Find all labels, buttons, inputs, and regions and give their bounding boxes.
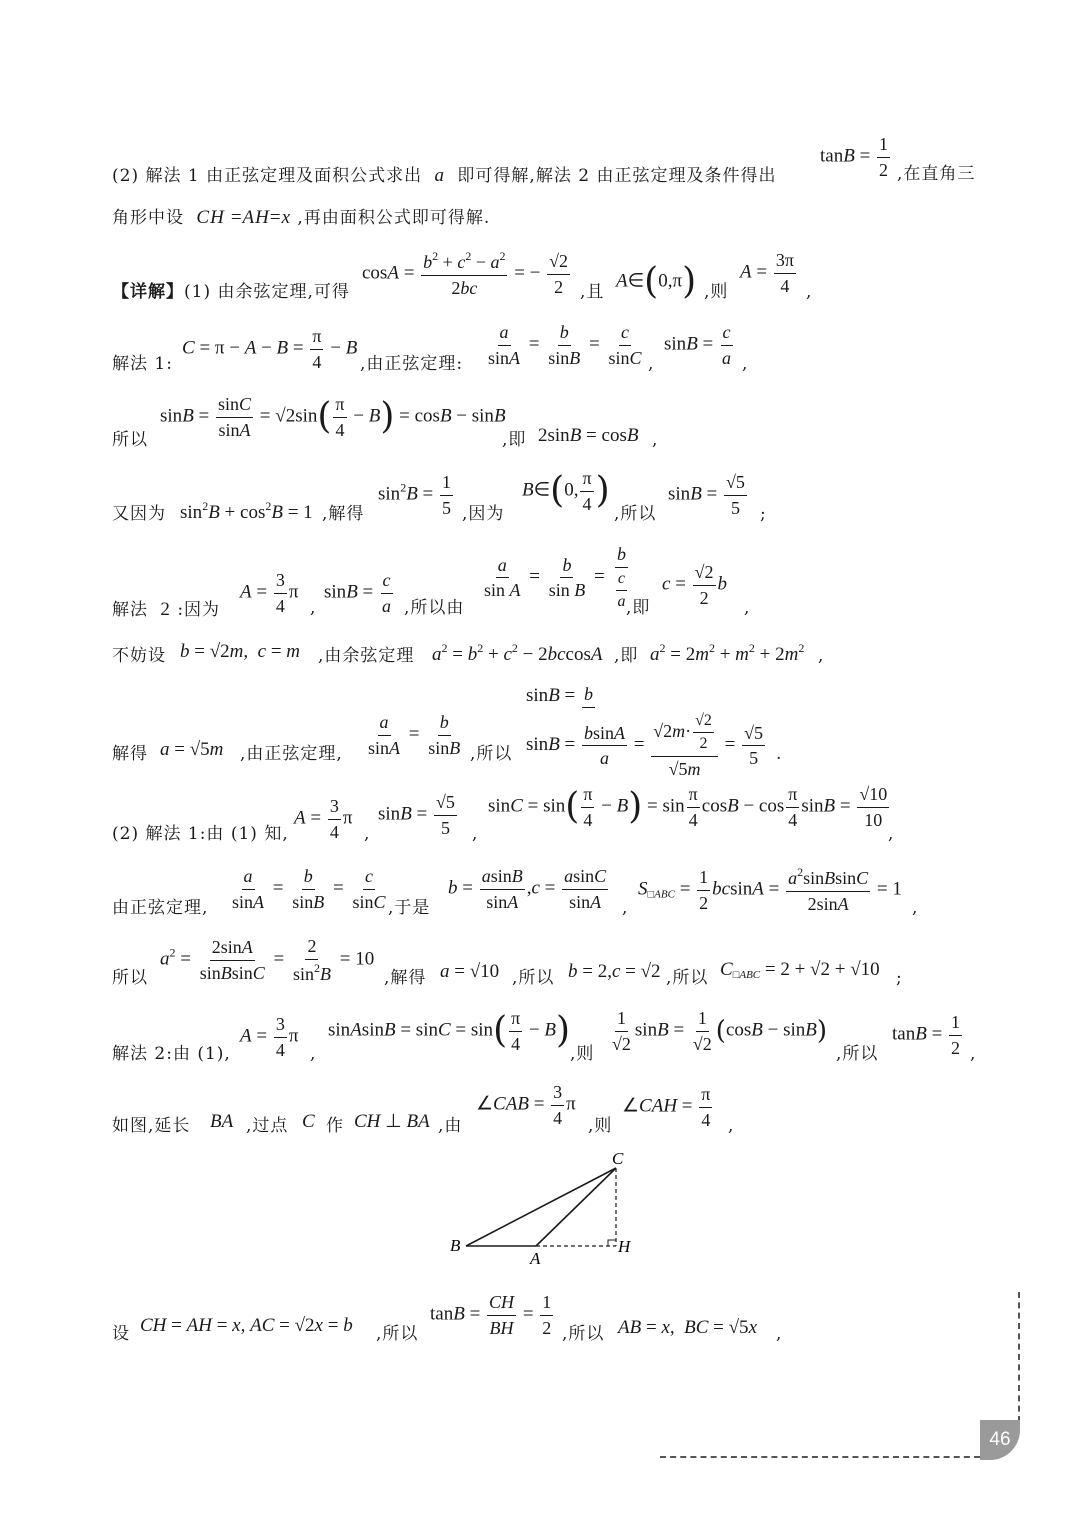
- analysis-line-1: (2) 解法 1 由正弦定理及面积公式求出 a 即可得解,解法 2 由正弦定理及条件得出: [112, 165, 777, 186]
- right-angle-mark: [608, 1240, 616, 1246]
- p2-b-c-values: b = 2,c = √2: [568, 961, 661, 982]
- p2-sinB: sinB = $\frac{√5}{5}$: [378, 792, 455, 838]
- AB-BC-values: AB = x, BC = √5x: [618, 1317, 757, 1338]
- C-formula: C = π − A − B = $\frac{\pi}{4}$ − B: [182, 326, 358, 372]
- page-border-horizontal: [660, 1456, 980, 1458]
- angle-CAB: ∠CAB = $\frac{3}{4}$ π: [476, 1082, 576, 1128]
- p2-she: 设: [112, 1324, 130, 1344]
- analysis-line-2: 角形中设 CH =AH=x ,再由面积公式即可得解.: [112, 207, 491, 228]
- p2-suoyi: 所以: [112, 968, 148, 988]
- p2-suoyi4: ,所以: [836, 1044, 879, 1064]
- method1-sine-rule: ,由正弦定理:: [360, 354, 464, 374]
- p2-sinC: sinC = sin( $\frac{\pi}{4}$ − B) = sin $\frac{\pi}{4}$ cosB − cos $\frac{\pi}{4}$ sinB = $\frac{√10}{10}$: [488, 784, 888, 830]
- point-C: C: [302, 1111, 315, 1132]
- p2-c3: ,: [888, 824, 895, 844]
- angle-CAH: ∠CAH = $\frac{\pi}{4}$: [622, 1084, 711, 1130]
- page-border-vertical: [1018, 1292, 1020, 1422]
- detail-comma: ,: [806, 282, 813, 302]
- label-B: B: [450, 1236, 461, 1255]
- sinB-m2-full: sinB = $\frac{bsinA}{a}$ = √2m· $\frac{√2}{2}$ √5m = $\frac{√5}{5}$: [526, 712, 764, 779]
- p2-ze: ,则: [570, 1044, 595, 1064]
- m1-yinwei: ,因为: [462, 504, 505, 524]
- p2-A: A = $\frac{3}{4}$ π: [294, 796, 353, 842]
- 2sinB-cosB: 2sinB = cosB: [538, 425, 639, 446]
- p2-you: ,由: [438, 1116, 463, 1136]
- part2-method1: (2) 解法 1:由 (1) 知,: [112, 824, 289, 844]
- p2m2-A: A = $\frac{3}{4}$ π: [240, 1014, 299, 1060]
- p2-area: $S_{□ABC}$ = $\frac{1}{2}$ bcsinA = $\frac{a^2sinBsinC}{2\sin A}$ = 1: [638, 865, 902, 914]
- method1-so: 所以: [112, 430, 148, 450]
- m2-zhengxian: ,由正弦定理,: [240, 744, 343, 764]
- m2-suoyiyou: ,所以由: [404, 598, 465, 618]
- m1-ji: ,即: [502, 430, 527, 450]
- sinB-m2-result: sinB = b: [526, 684, 594, 707]
- p2-suoyi5: ,所以: [376, 1324, 419, 1344]
- CH-perp-BA: CH ⊥ BA: [354, 1111, 430, 1132]
- label-C: C: [612, 1149, 624, 1168]
- p2-c7: ,: [970, 1044, 977, 1064]
- tanB-formula-1: tanB = $\frac{1}{2}$: [820, 134, 889, 180]
- sine-rule-formula: $\frac{a}{\sin A}$ = $\frac{b}{\sin B}$ = $\frac{c}{\sin C}$: [488, 322, 642, 368]
- p2-perimeter: $C_{□ABC} = 2 + √2 + √10$: [720, 959, 880, 981]
- label-H: H: [618, 1237, 631, 1256]
- label-A: A: [530, 1249, 541, 1268]
- a-b-ratio: $\frac{a}{\sin A}$ = $\frac{b}{\sin B}$: [368, 712, 461, 758]
- m2-ji2: ,即: [614, 646, 639, 666]
- tanB-CH-BH: tanB = $\frac{CH}{BH}$ = $\frac{1}{2}$: [430, 1292, 552, 1338]
- p2-b-c: b = $\frac{asinB}{\sin A}$ ,c = $\frac{asinC}{\sin A}$: [448, 866, 607, 912]
- page-number: 46: [980, 1420, 1020, 1460]
- p2-method2: 解法 2:由 (1),: [112, 1044, 231, 1064]
- p2-semi: ;: [896, 968, 903, 988]
- sinB-c-over-a: sinB = $\frac{c}{a}$: [664, 322, 732, 368]
- line-BC: [466, 1168, 616, 1246]
- a2-expansion: $a^2 = 2m^2 + m^2 + 2m^2$: [650, 641, 805, 665]
- p2m2-sinAsinB: sinAsinB = sinC = sin( $\frac{\pi}{4}$ − B): [328, 1008, 571, 1054]
- p2-c5: ,: [912, 898, 919, 918]
- p2-jiede: ,解得: [384, 968, 427, 988]
- m2-comma-3: ,: [818, 646, 825, 666]
- p2-c9: ,: [776, 1324, 783, 1344]
- sinB-expansion: sinB = $\frac{\sin C}{\sin A}$ = √2sin( $\frac{\pi}{4}$ − B) = cosB − sinB: [160, 394, 506, 440]
- c-sqrt2-b: c = $\frac{√2}{2}$ b: [662, 562, 728, 608]
- B-interval: B∈(0, $\frac{\pi}{4}$ ): [522, 468, 610, 514]
- m2-ji: ,即: [626, 598, 651, 618]
- m2-comma-2: ,: [744, 598, 751, 618]
- cosA-formula: cosA = $\frac{b^2 + c^2 - a^2}{2bc}$ = − $\frac{√2}{2}$: [362, 249, 569, 298]
- m2-suoyi: ,所以: [470, 744, 513, 764]
- sinB-sqrt5: sinB = $\frac{√5}{5}$: [668, 472, 745, 518]
- p2-c2: ,: [472, 824, 479, 844]
- p2-yushi: ,于是: [388, 898, 431, 918]
- b-c-assume: b = √2m, c = m: [180, 641, 301, 662]
- p2-a2: $a^2$ = $\frac{2\sin A}{\text{sinBsinC}}$ = $\frac{2}{\sin^2B}$ = 10: [160, 936, 375, 984]
- p2-c4: ,: [622, 898, 629, 918]
- sine-ratio: $\frac{a}{\text{sin A}}$ = $\frac{b}{\text{sin B}}$ = $\frac{b}{\frac{c}{a}}$: [484, 544, 626, 611]
- p2-ze2: ,则: [588, 1116, 613, 1136]
- sin2B-value: $\sin^2B$ = $\frac{1}{5}$: [378, 472, 452, 518]
- CH-AH-AC: CH = AH = x, AC = √2x = b: [140, 1315, 353, 1336]
- p2-suoyi3: ,所以: [666, 968, 709, 988]
- method1-label: 解法 1:: [112, 354, 173, 374]
- m2-dot: .: [776, 744, 783, 764]
- m1-comma-3: ,: [652, 430, 659, 450]
- triangle-figure: [440, 1148, 640, 1268]
- p2-suoyi2: ,所以: [512, 968, 555, 988]
- cosine-rule: $a^2 = b^2 + c^2 - 2bccosA$: [432, 641, 603, 665]
- p2-guodian: ,过点: [246, 1116, 289, 1136]
- pythag-identity: $\sin^2B + \cos^2B = 1$: [180, 499, 313, 523]
- p2m2-tanB: tanB = $\frac{1}{2}$: [892, 1012, 961, 1058]
- line-AC: [536, 1168, 616, 1246]
- p2-suoyi6: ,所以: [562, 1324, 605, 1344]
- detail-ze: ,则: [704, 282, 729, 302]
- m1-jiede: ,解得: [322, 504, 365, 524]
- p2-as-figure: 如图,延长: [112, 1116, 191, 1136]
- method2-label: 解法 2 :因为: [112, 599, 221, 620]
- analysis-line-1-end: ,在直角三: [897, 164, 976, 184]
- method2-assume: 不妨设: [112, 646, 166, 666]
- detail-line-1: 【详解】(1) 由余弦定理,可得: [112, 282, 350, 302]
- p2-a-sqrt10: a = √10: [440, 961, 500, 982]
- m1-comma-1: ,: [648, 354, 655, 374]
- method2-solve: 解得: [112, 744, 148, 764]
- a-sqrt5m: a = √5m: [160, 739, 224, 760]
- p2-zuo: 作: [326, 1116, 344, 1136]
- seg-BA: BA: [210, 1111, 234, 1132]
- A-interval: A∈(0,π): [616, 261, 697, 302]
- m2-yuxian: ,由余弦定理: [318, 646, 415, 666]
- p2-c1: ,: [364, 824, 371, 844]
- p2-zhengxian: 由正弦定理,: [112, 898, 209, 918]
- m1-semi: ;: [760, 504, 767, 524]
- A-3pi4: A = $\frac{3}{4}$ π: [240, 570, 299, 616]
- p2-c8: ,: [728, 1116, 735, 1136]
- detail-qie: ,且: [580, 282, 605, 302]
- p2-sine-rule: $\frac{a}{\sin A}$ = $\frac{b}{\sin B}$ = $\frac{c}{\sin C}$: [232, 866, 386, 912]
- p2m2-relation: $\frac{1}{√2}$ sinB = $\frac{1}{√2}$ (cosB − sinB): [612, 1008, 828, 1054]
- p2-c6: ,: [310, 1044, 317, 1064]
- m1-suoyi: ,所以: [614, 504, 657, 524]
- A-value: A = $\frac{3\pi}{4}$: [740, 250, 794, 296]
- m1-comma-2: ,: [742, 354, 749, 374]
- sinB-c-a-2: sinB = $\frac{c}{a}$: [324, 570, 392, 616]
- method1-also: 又因为: [112, 504, 166, 524]
- m2-comma-1: ,: [310, 598, 317, 618]
